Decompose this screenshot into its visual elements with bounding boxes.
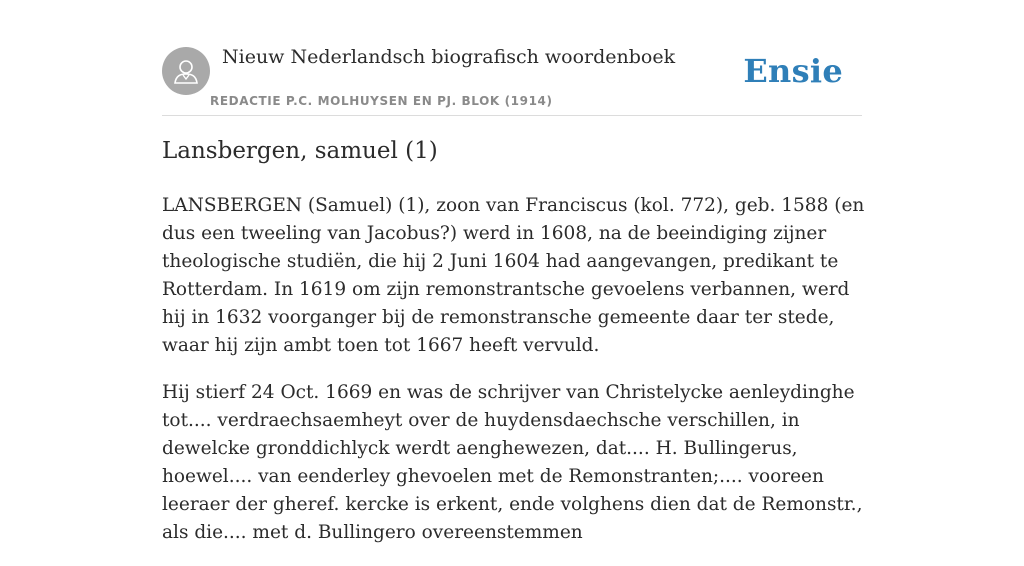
- entry-paragraph: LANSBERGEN (Samuel) (1), zoon van Franciscus (kol. 772), geb. 1588 (en dus een tweeling van Jacobus?) werd in 1608, na de beeindiging zijner theologische studiën, die hij 2 Juni 1604 had aangevangen, predikant te Rotterdam. In 1619 om zijn remonstrantsche gevoelens verbannen, werd hij in 1632 voorganger bij de remonstransche gemeente daar ter stede, waar hij zijn ambt toen tot 1667 heeft vervuld.: [162, 195, 865, 356]
- user-icon: [172, 57, 200, 85]
- book-title[interactable]: Nieuw Nederlandsch biografisch woordenboek: [222, 46, 676, 68]
- entry-title: Lansbergen, samuel (1): [162, 138, 438, 164]
- avatar[interactable]: [162, 47, 210, 95]
- entry-paragraph: Hij stierf 24 Oct. 1669 en was de schrijver van Christelycke aenleydinghe tot.... verdraechsaemheyt over de huydensdaechsche verschillen, in dewelcke gronddichlyck werdt aenghewezen, dat.... H. Bullingerus, hoewel.... van eenderley ghevoelen met de Remonstranten;.... vooreen leeraer der gheref. kercke is erkent, ende volghens dien dat de Remonstr., als die.... met d. Bullingero overeenstemmen: [162, 382, 863, 543]
- entry-body: [162, 192, 868, 566]
- ensie-logo[interactable]: Ensie: [743, 52, 843, 90]
- book-editors: REDACTIE P.C. MOLHUYSEN EN PJ. BLOK (1914): [210, 94, 553, 108]
- book-header: [162, 44, 862, 116]
